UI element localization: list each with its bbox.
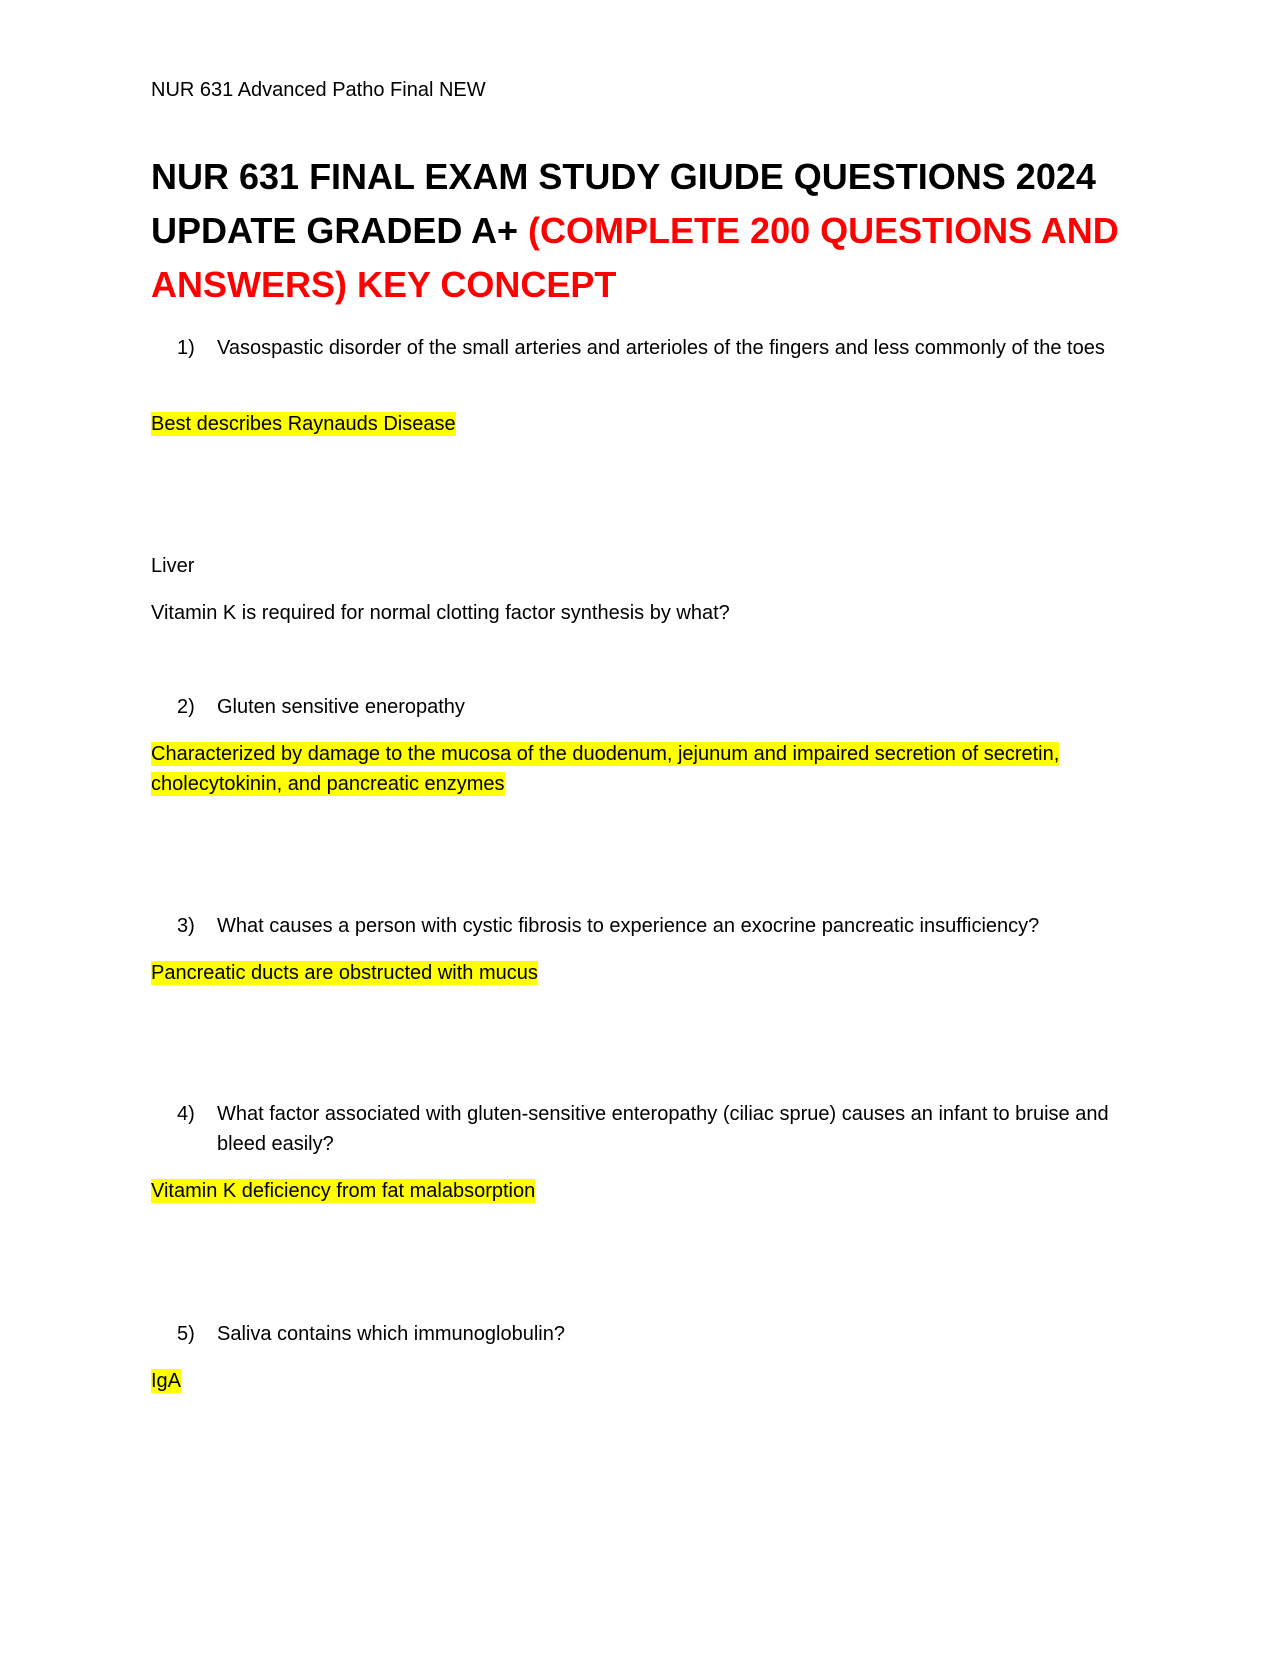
document-title bbox=[151, 150, 1141, 312]
highlighted-answer: Vitamin K deficiency from fat malabsorption bbox=[151, 1180, 536, 1202]
highlighted-answer: IgA bbox=[151, 1370, 182, 1392]
extra-term: Liver bbox=[151, 555, 195, 577]
question-text: What causes a person with cystic fibrosis to experience an exocrine pancreatic insufficiency? bbox=[217, 915, 1040, 937]
highlighted-answer: Characterized by damage to the mucosa of the duodenum, jejunum and impaired secretion of secretin, cholecytokinin, and pancreatic enzymes bbox=[151, 743, 1060, 795]
question-1 bbox=[151, 333, 1131, 363]
question-text: Gluten sensitive eneropathy bbox=[217, 696, 465, 718]
answer-2 bbox=[151, 739, 1131, 799]
title-black-part: NUR 631 FINAL EXAM STUDY GIUDE QUESTIONS 2024 UPDATE GRADED A+ bbox=[151, 156, 1096, 251]
question-number: 2) bbox=[177, 696, 195, 718]
highlighted-answer: Pancreatic ducts are obstructed with mucus bbox=[151, 962, 538, 984]
question-number: 5) bbox=[177, 1323, 195, 1345]
answer-5 bbox=[151, 1366, 1131, 1396]
running-header: NUR 631 Advanced Patho Final NEW bbox=[151, 79, 486, 101]
question-3 bbox=[151, 911, 1131, 941]
question-number: 4) bbox=[177, 1103, 195, 1125]
answer-4 bbox=[151, 1176, 1131, 1206]
question-number: 3) bbox=[177, 915, 195, 937]
answer-1 bbox=[151, 409, 1131, 439]
highlighted-answer: Best describes Raynauds Disease bbox=[151, 413, 456, 435]
extra-question: Vitamin K is required for normal clotting factor synthesis by what? bbox=[151, 602, 730, 624]
question-4 bbox=[151, 1099, 1131, 1159]
title-red-part: (COMPLETE 200 QUESTIONS AND ANSWERS) KEY CONCEPT bbox=[151, 210, 1119, 305]
question-text: Saliva contains which immunoglobulin? bbox=[217, 1323, 565, 1345]
question-5 bbox=[151, 1319, 1131, 1349]
answer-3 bbox=[151, 958, 1131, 988]
question-2 bbox=[151, 692, 1131, 722]
question-number: 1) bbox=[177, 337, 195, 359]
question-text: Vasospastic disorder of the small arteries and arterioles of the fingers and less commonly of the toes bbox=[217, 337, 1105, 359]
question-text: What factor associated with gluten-sensitive enteropathy (ciliac sprue) causes an infant to bruise and bleed easily? bbox=[217, 1103, 1109, 1155]
